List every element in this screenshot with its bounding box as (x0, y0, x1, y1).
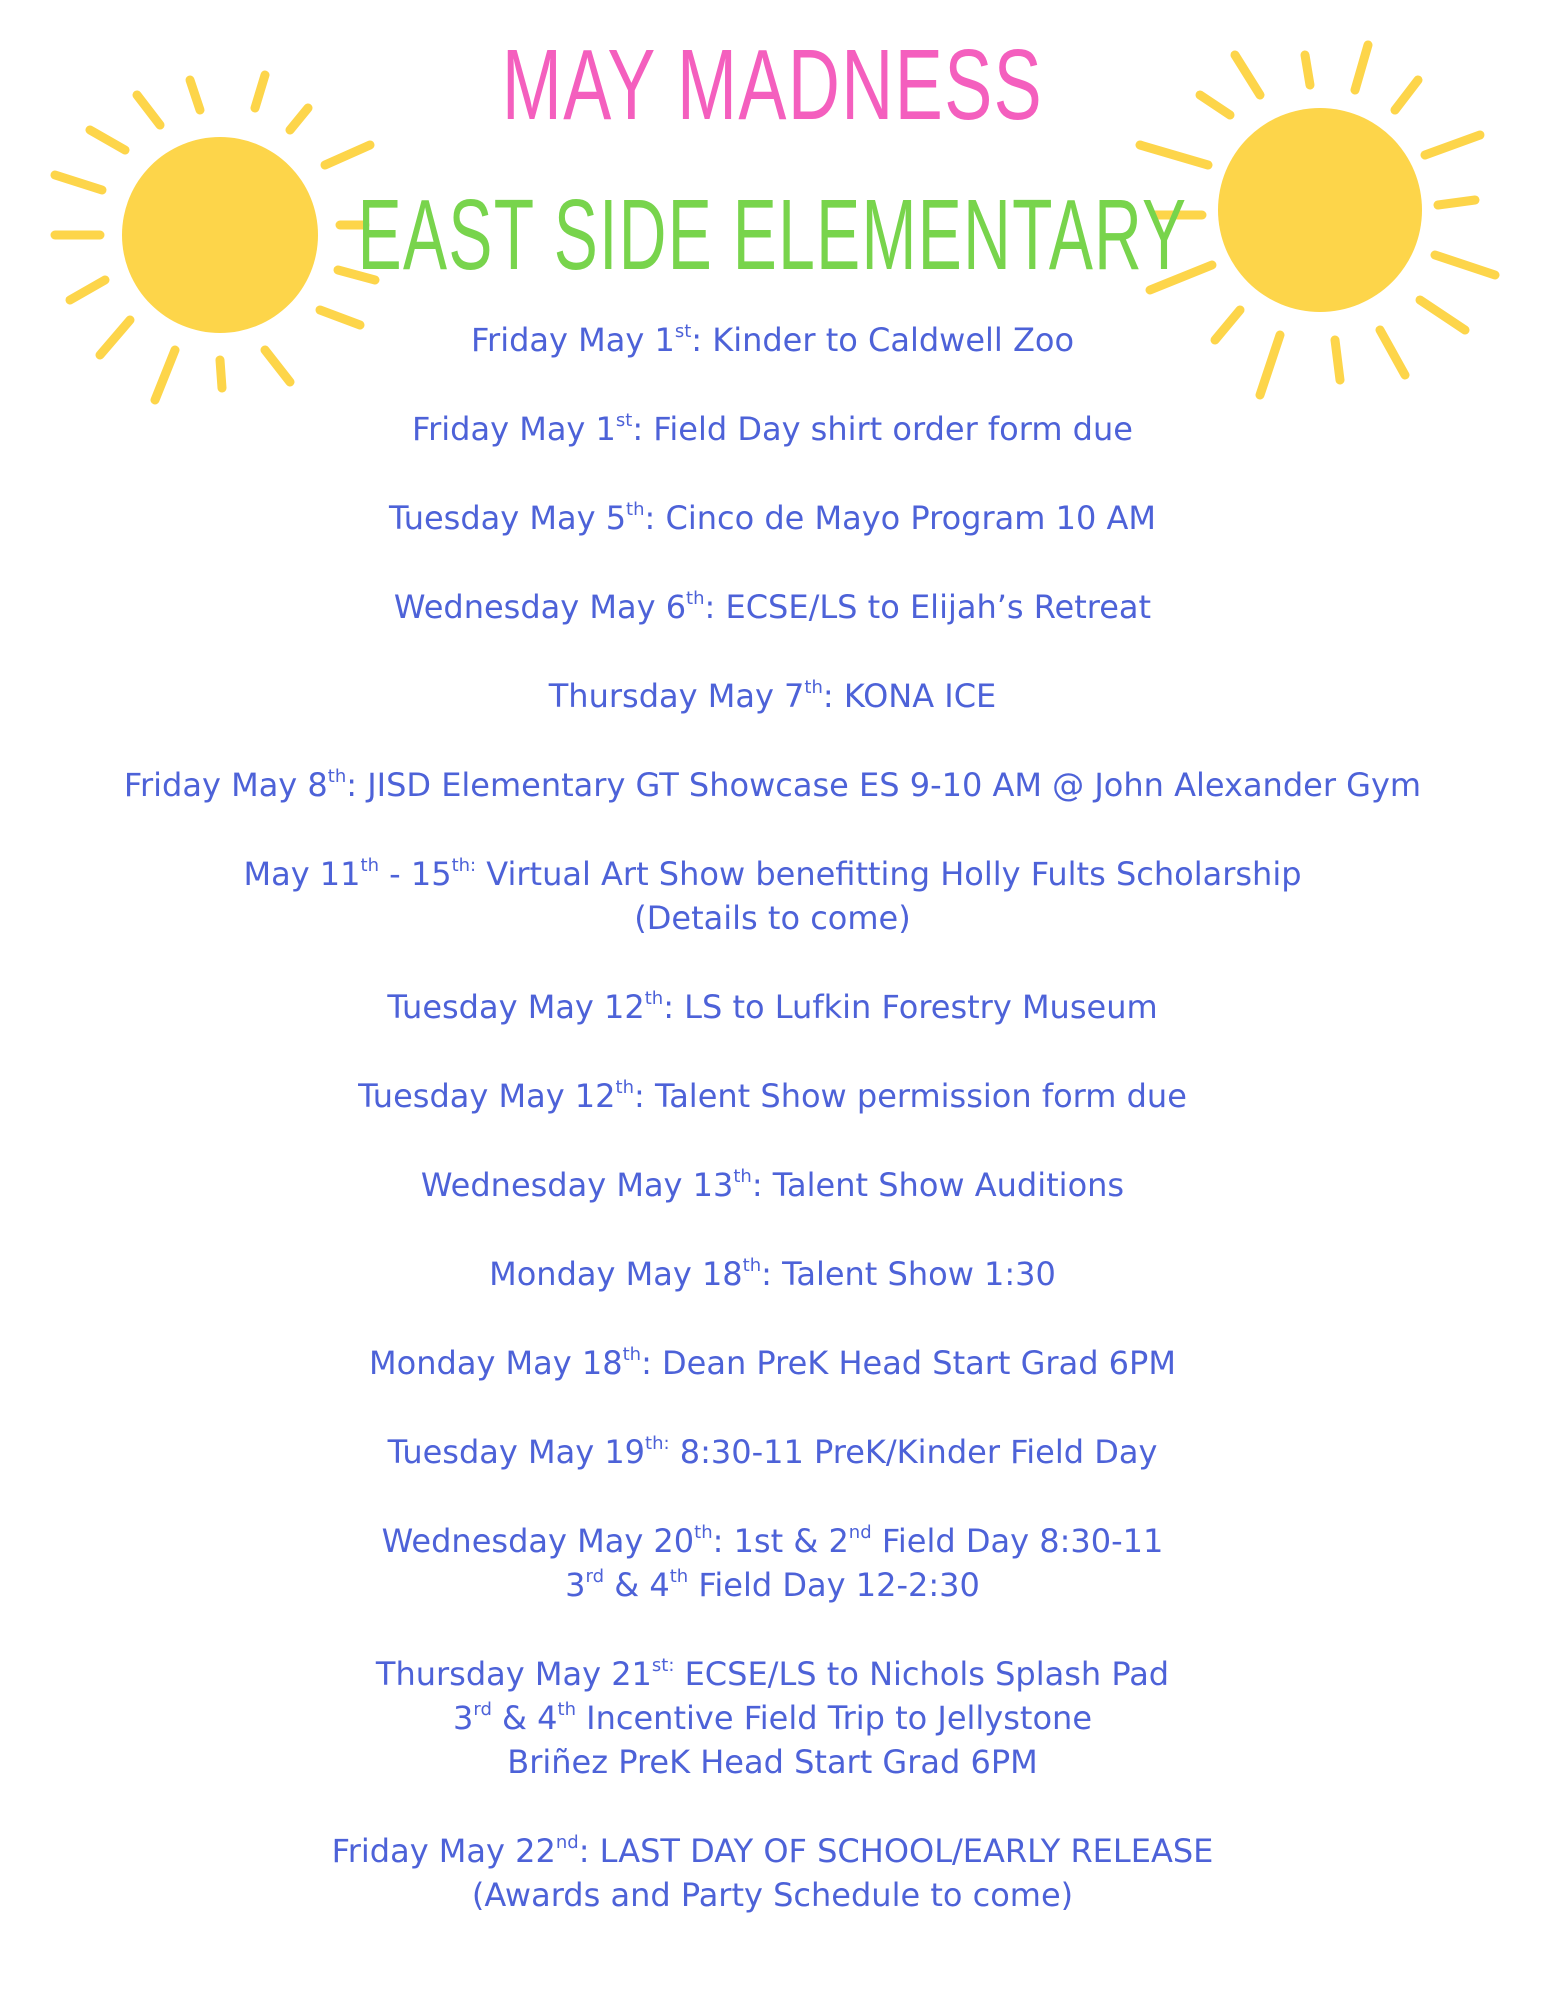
event-item: Wednesday May 6th: ECSE/LS to Elijah’s Retreat (393, 588, 1152, 626)
event-item: Tuesday May 12th: LS to Lufkin Forestry Museum (387, 988, 1158, 1026)
event-item: Thursday May 7th: KONA ICE (548, 677, 997, 715)
event-item: Friday May 1st: Field Day shirt order form due (412, 410, 1133, 448)
event-item: Friday May 1st: Kinder to Caldwell Zoo (470, 321, 1075, 359)
event-item: Wednesday May 20th: 1st & 2nd Field Day 8:30-11 3rd & 4th Field Day 12-2:30 (381, 1522, 1164, 1604)
event-item: Tuesday May $19^{th:}$ 8:30-11 PreK/Kinder Field Day (387, 1433, 1158, 1471)
event-item: Monday May 18th: Dean PreK Head Start Grad 6PM (369, 1344, 1176, 1382)
event-item: Monday May 18th: Talent Show 1:30 (489, 1255, 1056, 1293)
event-item: May $11th - 15^{th:}$ Virtual Art Show benefitting Holly Fults Scholarship (Details to come) (243, 855, 1302, 937)
event-list (0, 318, 1545, 1962)
event-item: Thursday May $21^{st:}$ ECSE/LS to Nichols Splash Pad 3rd & 4th Incentive Field Trip to Jellystone Briñez PreK Head Start Grad 6PM (375, 1655, 1170, 1781)
event-item: Tuesday May 5th: Cinco de Mayo Program 10 AM (389, 499, 1156, 537)
event-item: Friday May 8th: JISD Elementary GT Showcase ES 9-10 AM @ John Alexander Gym (123, 766, 1422, 804)
school-name: EAST SIDE ELEMENTARY (357, 179, 1188, 291)
event-item: Wednesday May 13th: Talent Show Auditions (420, 1166, 1125, 1204)
event-item: Tuesday May 12th: Talent Show permission form due (358, 1077, 1187, 1115)
page-title: MAY MADNESS (501, 29, 1044, 141)
event-item: Friday May 22nd: LAST DAY OF SCHOOL/EARLY RELEASE (Awards and Party Schedule to come) (331, 1832, 1214, 1914)
